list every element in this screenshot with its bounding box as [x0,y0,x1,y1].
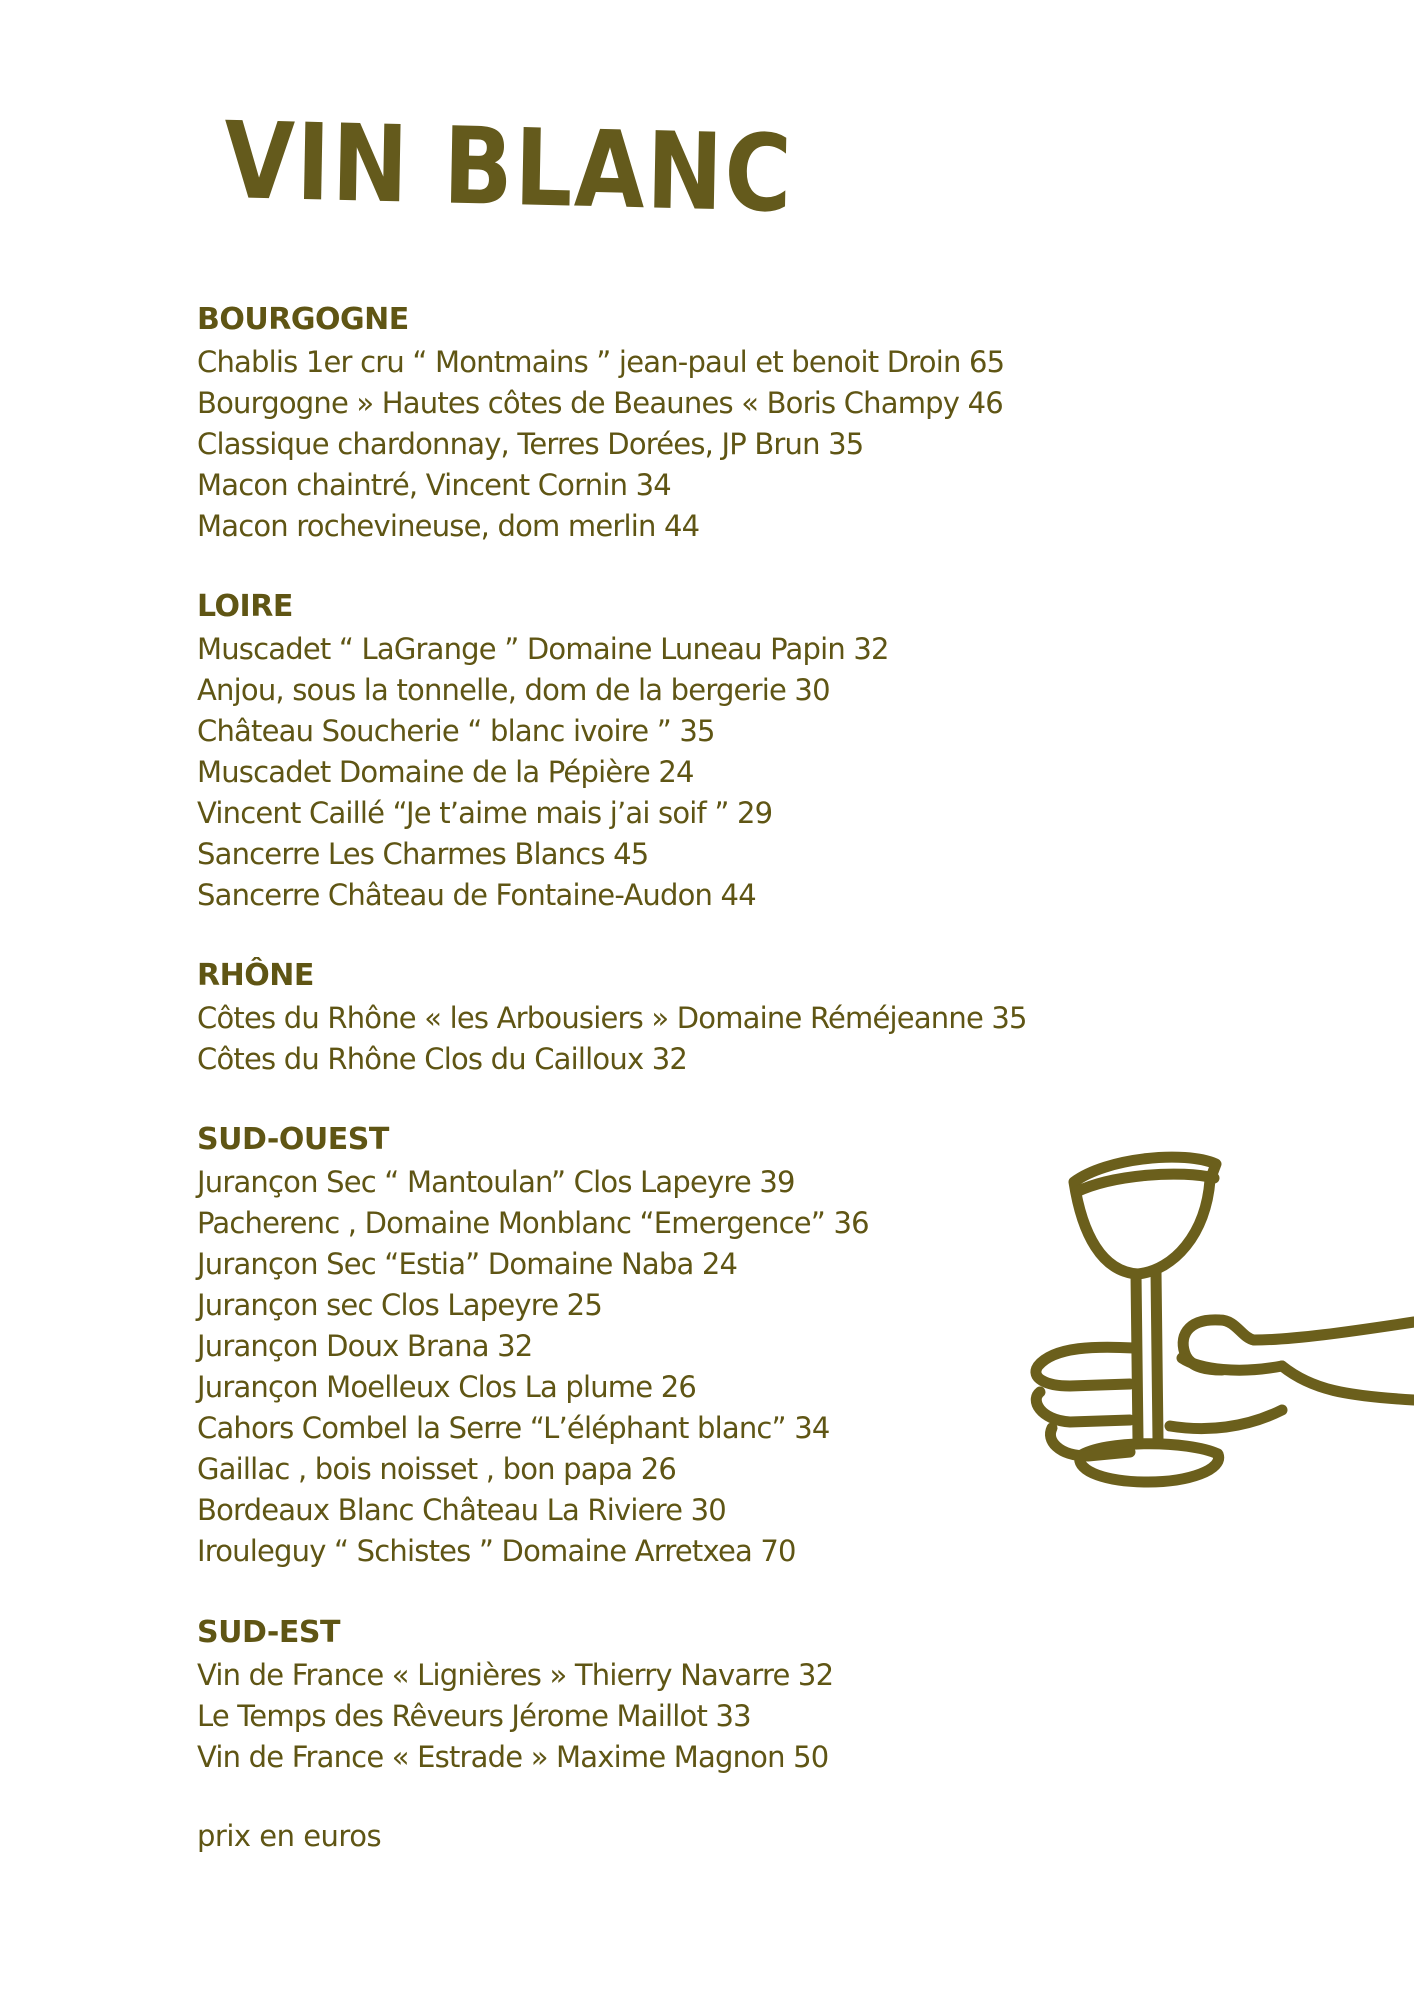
section-title: SUD-OUEST [197,1122,389,1157]
wine-item: Gaillac , bois noisset , bon papa 26 [197,1452,677,1486]
section-loire [197,585,889,916]
section-title: SUD-EST [197,1615,340,1650]
wine-item: Vin de France « Estrade » Maxime Magnon 50 [197,1740,829,1774]
wine-item: Classique chardonnay, Terres Dorées, JP Brun 35 [197,427,864,461]
wine-item: Chablis 1er cru “ Montmains ” jean-paul et benoit Droin 65 [197,345,1005,379]
section-sud-ouest [197,1118,869,1572]
wine-item: Macon rochevineuse, dom merlin 44 [197,509,700,543]
wine-item: Sancerre Château de Fontaine-Audon 44 [197,878,756,912]
section-rhone [197,954,1027,1080]
wine-item: Jurançon Sec “Estia” Domaine Naba 24 [197,1247,738,1281]
wine-item: Côtes du Rhône Clos du Cailloux 32 [197,1042,688,1076]
hand-holding-wine-glass-icon [1010,1110,1414,1510]
wine-list [197,1655,833,1778]
wine-list [197,342,1004,547]
wine-item: Muscadet “ LaGrange ” Domaine Luneau Papin 32 [197,632,889,666]
wine-list [197,629,889,916]
wine-item: Cahors Combel la Serre “L’éléphant blanc” 34 [197,1411,830,1445]
wine-list [197,998,1027,1080]
wine-item: Côtes du Rhône « les Arbousiers » Domaine Réméjeanne 35 [197,1001,1027,1035]
wine-item: Sancerre Les Charmes Blancs 45 [197,837,649,871]
wine-item: Irouleguy “ Schistes ” Domaine Arretxea 70 [197,1534,796,1568]
wine-item: Jurançon Sec “ Mantoulan” Clos Lapeyre 39 [197,1165,795,1199]
wine-item: Bordeaux Blanc Château La Riviere 30 [197,1493,726,1527]
section-sud-est [197,1611,833,1778]
wine-item: Anjou, sous la tonnelle, dom de la bergerie 30 [197,673,830,707]
section-title: BOURGOGNE [197,302,409,337]
section-title: RHÔNE [197,958,314,993]
section-bourgogne [197,298,1004,547]
wine-item: Bourgogne » Hautes côtes de Beaunes « Boris Champy 46 [197,386,1003,420]
price-footnote: prix en euros [197,1819,382,1853]
section-title: LOIRE [197,589,293,624]
wine-item: Macon chaintré, Vincent Cornin 34 [197,468,671,502]
wine-item: Château Soucherie “ blanc ivoire ” 35 [197,714,715,748]
wine-list [197,1162,869,1572]
wine-item: Vin de France « Lignières » Thierry Navarre 32 [197,1658,834,1692]
page-title: VIN BLANC [222,99,795,236]
wine-item: Pacherenc , Domaine Monblanc “Emergence” 36 [197,1206,869,1240]
wine-item: Vincent Caillé “Je t’aime mais j’ai soif ” 29 [197,796,773,830]
wine-item: Muscadet Domaine de la Pépière 24 [197,755,694,789]
wine-item: Jurançon Doux Brana 32 [197,1329,533,1363]
wine-item: Jurançon Moelleux Clos La plume 26 [197,1370,696,1404]
wine-item: Le Temps des Rêveurs Jérome Maillot 33 [197,1699,751,1733]
wine-item: Jurançon sec Clos Lapeyre 25 [197,1288,602,1322]
